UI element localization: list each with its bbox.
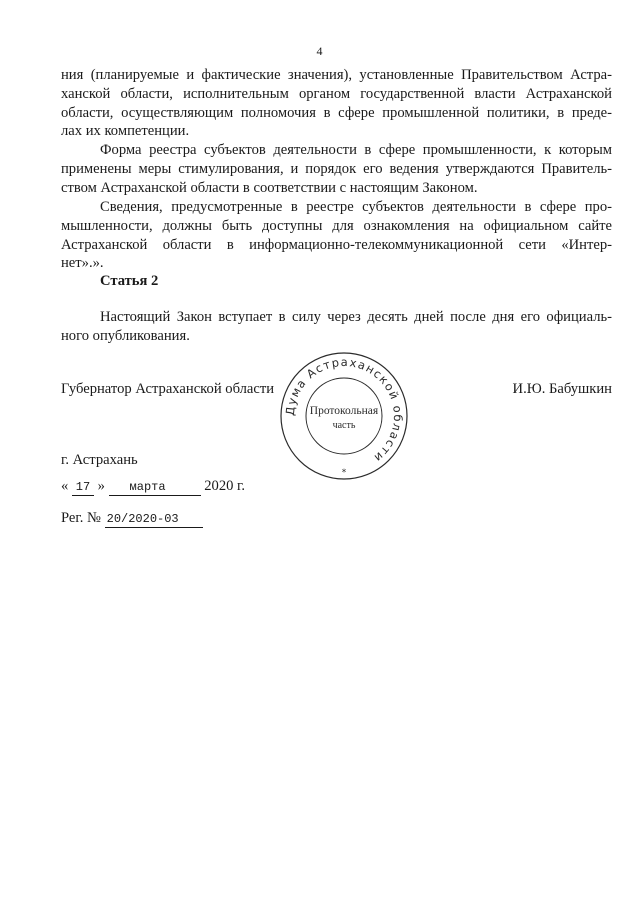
- date-year: 2020 г.: [204, 478, 246, 494]
- text-line: ния (планируемые и фактические значения), установленные Правительством Астра-: [61, 67, 612, 83]
- text-line: нет».».: [61, 255, 104, 272]
- stamp-center-line-1: Протокольная: [309, 405, 379, 417]
- text-line: применены меры стимулирования, и порядок его ведения утверждаются Правитель-: [61, 160, 612, 177]
- date-line: [61, 478, 245, 496]
- article-body: [61, 308, 612, 346]
- paragraph-1: [61, 66, 612, 141]
- text-line: Настоящий Закон вступает в силу через десять дней после дня его официаль-: [100, 309, 612, 325]
- date-day: 17: [72, 480, 94, 496]
- text-line: мышленности, должны быть доступны для ознакомления на официальном сайте: [61, 217, 612, 234]
- signatory-name: И.Ю. Бабушкин: [512, 381, 612, 397]
- date-month: марта: [109, 480, 201, 496]
- date-close-quote: »: [97, 478, 105, 494]
- stamp-center-line-2: часть: [332, 420, 356, 431]
- text-line: области, осуществляющим полномочия в сфере промышленной политики, в преде-: [61, 104, 612, 121]
- registration-label: Рег. №: [61, 510, 101, 526]
- article-heading: Статья 2: [100, 273, 159, 289]
- text-line: ханской области, исполнительным органом государственной власти Астраханской: [61, 85, 612, 102]
- registration-number: 20/2020-03: [105, 512, 203, 528]
- page-number: 4: [316, 44, 323, 58]
- text-line: ством Астраханской области в соответствии с настоящим Законом.: [61, 179, 478, 196]
- official-stamp: [278, 350, 410, 482]
- text-line: лах их компетенции.: [61, 123, 190, 140]
- text-line: ного опубликования.: [61, 327, 190, 344]
- stamp-star-icon: *: [341, 468, 347, 478]
- city: г. Астрахань: [61, 452, 138, 468]
- text-line: Форма реестра субъектов деятельности в сфере промышленности, к которым: [100, 142, 612, 158]
- signatory-position: Губернатор Астраханской области: [61, 381, 275, 397]
- paragraph-2: [61, 141, 612, 197]
- text-line: Сведения, предусмотренные в реестре субъектов деятельности в сфере про-: [100, 199, 612, 215]
- registration-line: [61, 510, 203, 528]
- date-open-quote: «: [61, 478, 69, 494]
- paragraph-3: [61, 198, 612, 273]
- stamp-ring-text: Дума Астраханской области: [282, 354, 406, 466]
- text-line: Астраханской области в информационно-телекоммуникационной сети «Интер-: [61, 236, 612, 253]
